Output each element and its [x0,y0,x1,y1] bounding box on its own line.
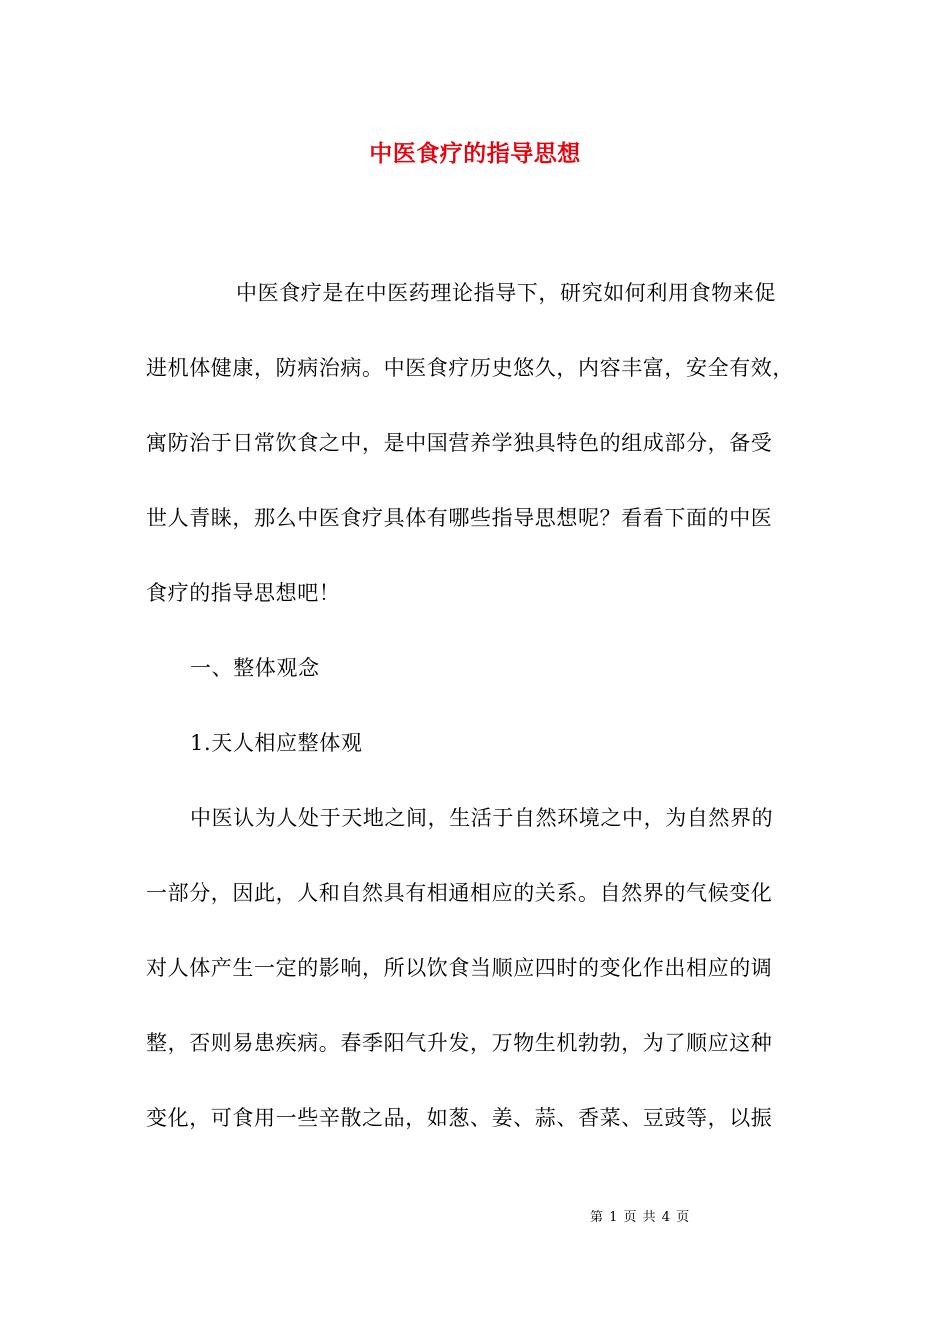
paragraph-line: 变化，可食用一些辛散之品，如葱、姜、蒜、香菜、豆豉等，以振 [146,1106,773,1130]
paragraph-line: 整，否则易患疾病。春季阳气升发，万物生机勃勃，为了顺应这种 [146,1031,773,1055]
paragraph-line: 寓防治于日常饮食之中，是中国营养学独具特色的组成部分，备受 [146,431,773,455]
document-title: 中医食疗的指导思想 [369,140,581,167]
paragraph-line: 一部分，因此，人和自然具有相通相应的关系。自然界的气候变化 [146,881,773,905]
paragraph-line: 对人体产生一定的影响，所以饮食当顺应四时的变化作出相应的调 [146,956,773,980]
subsection-heading: 1.天人相应整体观 [190,731,363,755]
section-heading: 一、整体观念 [190,656,320,680]
paragraph-line: 中医食疗是在中医药理论指导下，研究如何利用食物来促 [236,281,776,305]
paragraph-line: 食疗的指导思想吧！ [146,581,341,605]
paragraph-line: 中医认为人处于天地之间，生活于自然环境之中，为自然界的 [190,806,774,830]
paragraph-line: 世人青睐，那么中医食疗具体有哪些指导思想呢？看看下面的中医 [146,506,773,530]
page-footer: 第 1 页 共 4 页 [590,1210,691,1225]
paragraph-line: 进机体健康，防病治病。中医食疗历史悠久，内容丰富，安全有效， [146,356,794,380]
